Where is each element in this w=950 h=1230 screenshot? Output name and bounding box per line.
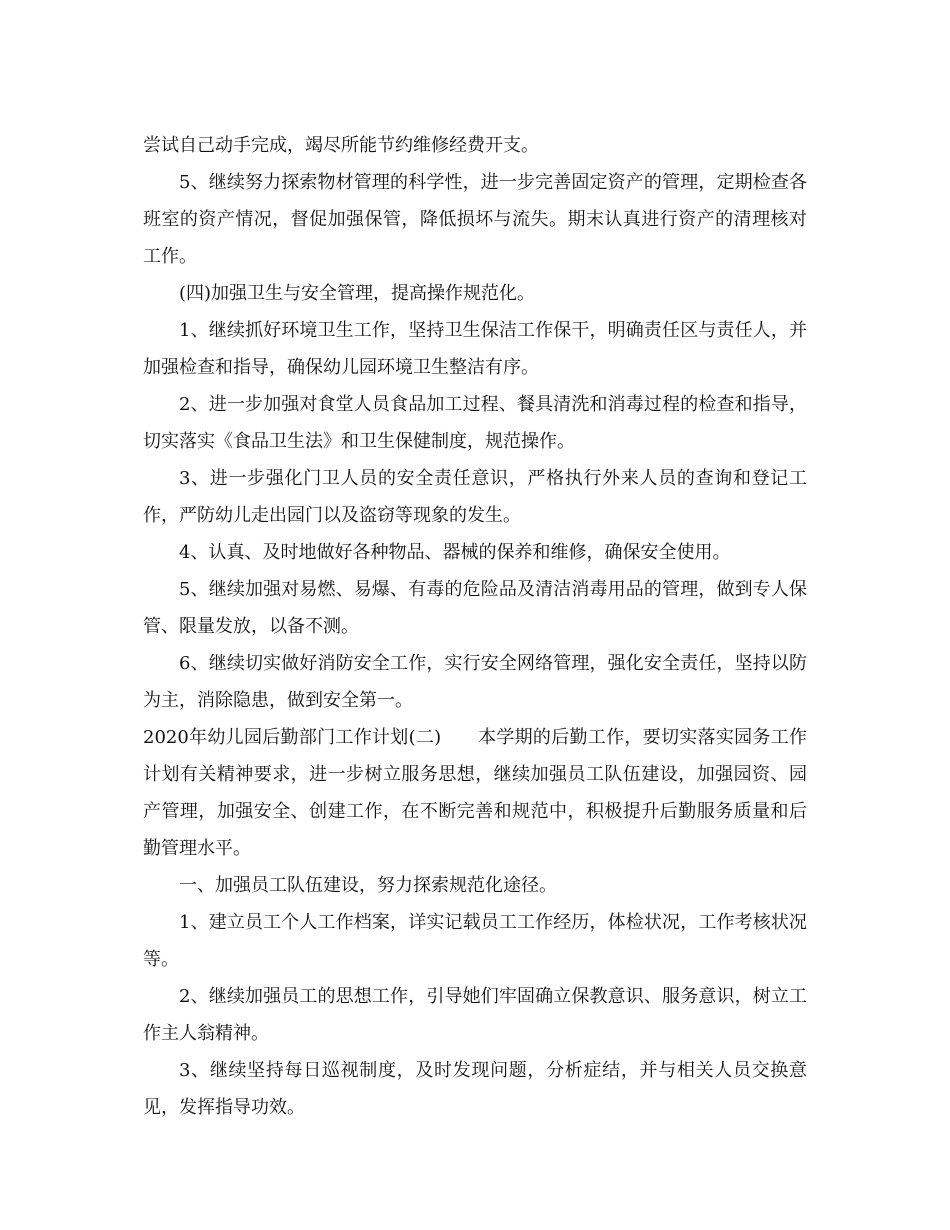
paragraph: 2、进一步加强对食堂人员食品加工过程、餐具清洗和消毒过程的检查和指导，切实落实《食品卫生法》和卫生保健制度，规范操作。 [143,394,807,452]
paragraph: 2、继续加强员工的思想工作，引导她们牢固确立保教意识、服务意识，树立工作主人翁精神。 [143,986,807,1044]
paragraph: 1、继续抓好环境卫生工作，坚持卫生保洁工作保干，明确责任区与责任人，并加强检查和指导，确保幼儿园环境卫生整洁有序。 [143,320,807,378]
paragraph: 4、认真、及时地做好各种物品、器械的保养和维修，确保安全使用。 [179,542,731,563]
section-heading: (四)加强卫生与安全管理，提高操作规范化。 [179,283,536,304]
paragraph: 6、继续切实做好消防安全工作，实行安全网络管理，强化安全责任，坚持以防为主，消除隐患，做到安全第一。 [143,653,807,711]
paragraph: 5、继续加强对易燃、易爆、有毒的危险品及清洁消毒用品的管理，做到专人保管、限量发放，以备不测。 [143,579,807,637]
paragraph: 3、继续坚持每日巡视制度，及时发现问题，分析症结，并与相关人员交换意见，发挥指导功效。 [143,1060,807,1118]
paragraph: 5、继续努力探索物材管理的科学性，进一步完善固定资产的管理，定期检查各班室的资产情况，督促加强保管，降低损坏与流失。期末认真进行资产的清理核对工作。 [143,172,807,267]
document-body [143,127,807,1126]
paragraph: 3、进一步强化门卫人员的安全责任意识，严格执行外来人员的查询和登记工作，严防幼儿走出园门以及盗窃等现象的发生。 [143,468,807,526]
paragraph: 1、建立员工个人工作档案，详实记载员工工作经历，体检状况，工作考核状况等。 [143,912,807,970]
plan-title-paragraph: 2020年幼儿园后勤部门工作计划(二) 本学期的后勤工作，要切实落实园务工作计划有关精神要求，进一步树立服务思想，继续加强员工队伍建设，加强园资、园产管理，加强安全、创建工作，在不断完善和规范中，积极提升后勤服务质量和后勤管理水平。 [143,727,807,859]
section-heading: 一、加强员工队伍建设，努力探索规范化途径。 [179,875,557,896]
paragraph: 尝试自己动手完成，竭尽所能节约维修经费开支。 [143,135,539,156]
